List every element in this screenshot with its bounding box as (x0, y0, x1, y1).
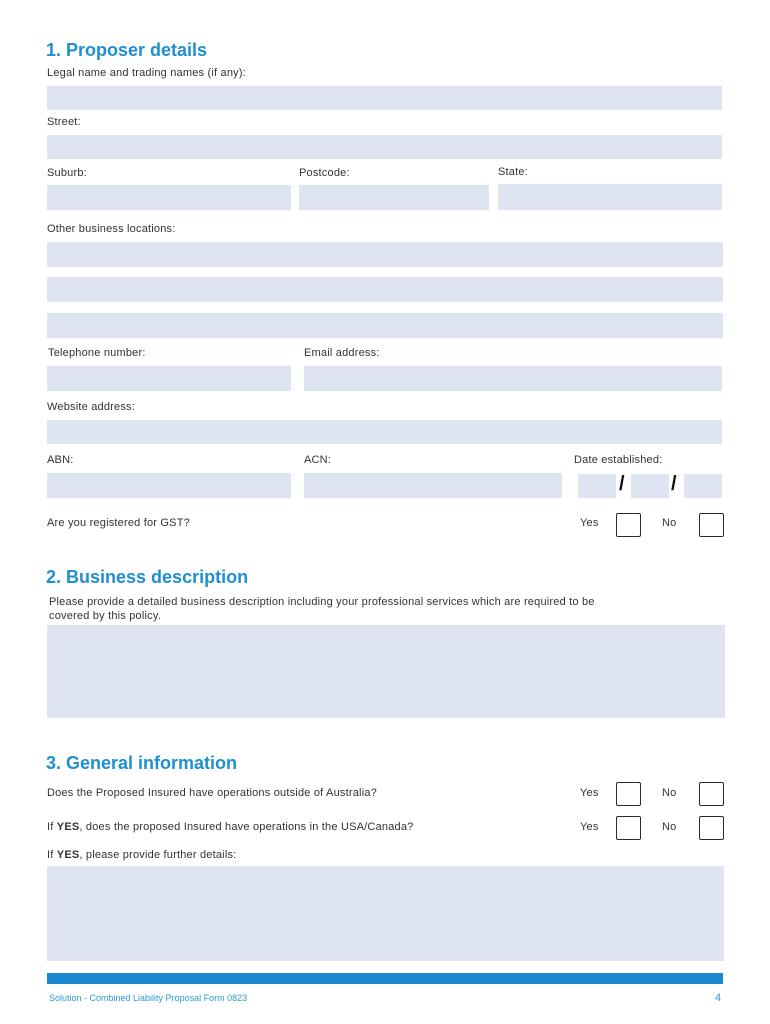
website-field[interactable] (47, 420, 722, 444)
gst-no-label: No (662, 517, 677, 529)
legal-name-label: Legal name and trading names (if any): (47, 67, 246, 79)
street-label: Street: (47, 116, 81, 128)
date-separator-2: / (671, 473, 677, 495)
postcode-field[interactable] (299, 185, 489, 210)
further-details-yes-emphasis: YES (56, 849, 80, 861)
email-field[interactable] (304, 366, 722, 391)
section-1-title: 1. Proposer details (46, 40, 208, 60)
date-year-field[interactable] (684, 474, 722, 498)
outside-australia-no-checkbox[interactable] (699, 782, 724, 806)
telephone-field[interactable] (47, 366, 291, 391)
state-label: State: (498, 166, 528, 178)
other-locations-label: Other business locations: (47, 223, 176, 235)
usa-canada-yes-label: Yes (580, 821, 599, 833)
other-locations-field-3[interactable] (47, 313, 723, 338)
footer-text: Solution - Combined Liability Proposal Form 0823 (49, 993, 248, 1003)
outside-australia-no-label: No (662, 787, 677, 799)
footer-bar (47, 973, 723, 984)
legal-name-field[interactable] (47, 86, 722, 110)
outside-australia-question: Does the Proposed Insured have operations outside of Australia? (47, 787, 377, 799)
page-number: 4 (715, 992, 722, 1004)
usa-canada-question (47, 821, 413, 833)
street-field[interactable] (47, 135, 722, 159)
usa-canada-yes-checkbox[interactable] (616, 816, 641, 840)
suburb-label: Suburb: (47, 167, 87, 179)
telephone-label: Telephone number: (48, 347, 146, 359)
section-2-title: 2. Business description (46, 567, 249, 587)
further-details-field[interactable] (47, 866, 724, 961)
email-label: Email address: (304, 347, 380, 359)
acn-field[interactable] (304, 473, 562, 498)
abn-label: ABN: (47, 454, 74, 466)
outside-australia-yes-checkbox[interactable] (616, 782, 641, 806)
further-details-prefix: If (47, 849, 57, 861)
gst-no-checkbox[interactable] (699, 513, 724, 537)
business-description-prompt-line-1: Please provide a detailed business description including your professional services which are required to be (49, 596, 595, 608)
usa-canada-no-label: No (662, 821, 677, 833)
outside-australia-yes-label: Yes (580, 787, 599, 799)
date-day-field[interactable] (578, 474, 616, 498)
other-locations-field-1[interactable] (47, 242, 723, 267)
further-details-rest: , please provide further details: (79, 849, 237, 861)
usa-canada-question-rest: , does the proposed Insured have operations in the USA/Canada? (79, 821, 414, 833)
gst-yes-checkbox[interactable] (616, 513, 641, 537)
usa-canada-no-checkbox[interactable] (699, 816, 724, 840)
acn-label: ACN: (304, 454, 332, 466)
state-field[interactable] (498, 184, 722, 210)
gst-question: Are you registered for GST? (47, 517, 190, 529)
further-details-label (47, 849, 236, 861)
gst-yes-label: Yes (580, 517, 599, 529)
usa-canada-question-yes-emphasis: YES (56, 821, 80, 833)
date-separator-1: / (619, 473, 625, 495)
other-locations-field-2[interactable] (47, 277, 723, 302)
business-description-prompt-line-2: covered by this policy. (49, 610, 162, 622)
abn-field[interactable] (47, 473, 291, 498)
suburb-field[interactable] (47, 185, 291, 210)
postcode-label: Postcode: (299, 167, 350, 179)
business-description-field[interactable] (47, 625, 725, 718)
date-established-label: Date established: (574, 454, 663, 466)
website-label: Website address: (47, 401, 135, 413)
section-3-title: 3. General information (46, 753, 238, 773)
usa-canada-question-prefix: If (47, 821, 57, 833)
date-month-field[interactable] (631, 474, 669, 498)
